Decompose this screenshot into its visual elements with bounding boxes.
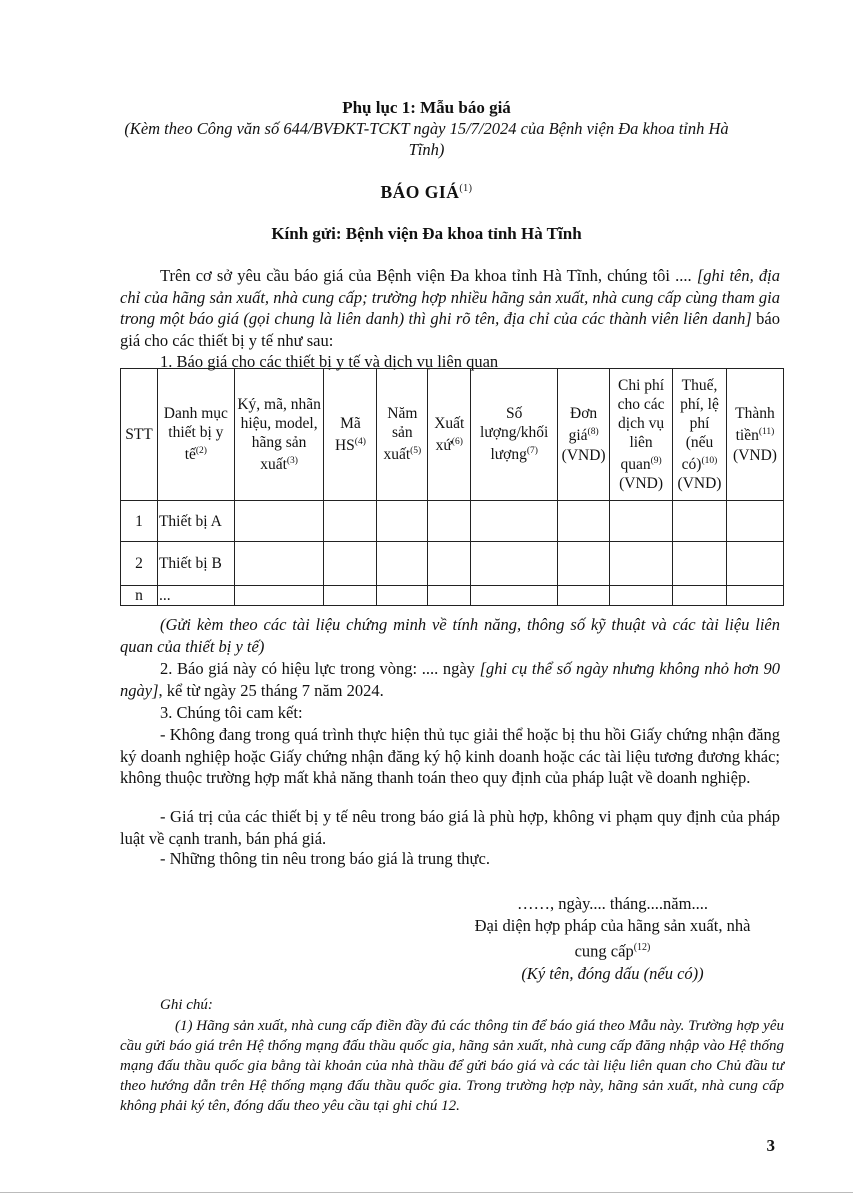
section-1-title: 1. Báo giá cho các thiết bị y tế và dịch vụ liên quan (160, 352, 499, 371)
header-label: Ký, mã, nhãn hiệu, model, hãng sản xuất (237, 395, 321, 474)
empty-cell (471, 542, 558, 586)
intro-text: Trên cơ sở yêu cầu báo giá của Bệnh viện Đa khoa tỉnh Hà Tĩnh, chúng tôi .... (160, 266, 692, 285)
header-total (726, 369, 783, 501)
header-label: Thành tiền (735, 405, 775, 445)
empty-cell (558, 586, 610, 606)
signature-date: ……, ngày.... tháng....năm.... (517, 894, 708, 913)
empty-cell (234, 542, 324, 586)
empty-cell (673, 501, 727, 542)
header-label: Đơn giá (568, 405, 598, 445)
signature-rep-text: cung cấp (574, 941, 634, 961)
row-stt: 1 (121, 501, 158, 542)
validity-text: 2. Báo giá này có hiệu lực trong vòng: .... ngày (160, 659, 480, 678)
header-unit-price (558, 369, 610, 501)
heading-footnote-ref: (1) (459, 183, 473, 195)
signature-representative-2 (440, 937, 785, 963)
header-year (377, 369, 428, 501)
signature-rep-sup: (12) (633, 942, 651, 953)
header-label: Danh mục thiết bị y tế (163, 405, 228, 464)
header-sup: (3) (286, 455, 298, 466)
appendix-title: Phụ lục 1: Mẫu báo giá (342, 98, 511, 117)
header-sup: (9) (650, 455, 662, 466)
header-stt (121, 369, 158, 501)
note-1: (1) Hãng sản xuất, nhà cung cấp điền đầy đủ các thông tin để báo giá theo Mẫu này. Trường hợp yêu cầu gửi báo giá trên Hệ thống mạng đấu thầu quốc gia, hãng sản xuất, nhà cung cấp đăng nhập vào Hệ thống mạng đấu thầu quốc gia bằng tài khoản của nhà thầu để gửi báo giá và các tài liệu liên quan cho Chủ đầu tư theo hướng dẫn trên Hệ thống mạng đấu thầu quốc gia. Trong trường hợp này, hãng sản xuất, nhà cung cấp không phải ký tên, đóng dấu theo yêu cầu tại ghi chú 12. (120, 1018, 784, 1114)
table-header-row (121, 369, 784, 501)
header-label: Năm sản xuất (383, 405, 418, 464)
header-quantity (471, 369, 558, 501)
empty-cell (610, 586, 673, 606)
validity-paragraph (120, 658, 780, 701)
attachment-note: (Gửi kèm theo các tài liệu chứng minh về tính năng, thông số kỹ thuật và các tài liệu liên quan của thiết bị y tế) (120, 615, 780, 656)
heading-text: BÁO GIÁ (380, 182, 460, 202)
empty-cell (610, 542, 673, 586)
intro-paragraph (120, 265, 780, 351)
signature-instruction: (Ký tên, đóng dấu (nếu có)) (521, 963, 704, 983)
header-label: Chi phí cho các dịch vụ liên quan (617, 376, 665, 474)
header-service-cost (610, 369, 673, 501)
quotation-table (120, 368, 784, 606)
validity-placeholder: [ghi cụ thể số ngày nhưng không nhỏ hơn 90 ngày] (120, 659, 780, 700)
row-device-name: Thiết bị A (157, 501, 234, 542)
row-device-name: ... (157, 586, 234, 606)
header-sup: (6) (451, 436, 463, 447)
header-sup: (4) (354, 436, 366, 447)
header-tax (673, 369, 727, 501)
empty-cell (428, 542, 471, 586)
header-sup: (7) (526, 446, 538, 457)
header-unit: (VND) (677, 475, 722, 493)
header-label: Thuế, phí, lệ phí (nếu có) (680, 376, 719, 474)
document-heading (100, 182, 753, 203)
empty-cell (726, 586, 783, 606)
header-label: Xuất xứ (434, 414, 465, 455)
header-label: Số lượng/khối lượng (480, 405, 549, 464)
recipient-line: Kính gửi: Bệnh viện Đa khoa tỉnh Hà Tĩnh (271, 224, 582, 243)
scan-edge-divider (0, 1192, 853, 1193)
commitment-3: - Những thông tin nêu trong báo giá là trung thực. (160, 849, 490, 868)
header-label: Mã HS (334, 414, 361, 455)
header-origin (428, 369, 471, 501)
empty-cell (377, 586, 428, 606)
empty-cell (324, 501, 377, 542)
header-unit: (VND) (619, 475, 664, 493)
empty-cell (471, 501, 558, 542)
empty-cell (726, 542, 783, 586)
row-device-name: Thiết bị B (157, 542, 234, 586)
header-sup: (5) (410, 446, 422, 457)
header-sup: (2) (195, 446, 207, 457)
row-stt: 2 (121, 542, 158, 586)
row-stt: n (121, 586, 158, 606)
intro-end: báo giá cho các thiết bị y tế như sau: (120, 309, 780, 350)
empty-cell (234, 501, 324, 542)
empty-cell (377, 501, 428, 542)
header-sup: (11) (758, 427, 775, 438)
empty-cell (234, 586, 324, 606)
appendix-subtitle: (Kèm theo Công văn số 644/BVĐKT-TCKT ngày 15/7/2024 của Bệnh viện Đa khoa tỉnh Hà Tĩnh) (124, 119, 729, 159)
header-device-list (157, 369, 234, 501)
empty-cell (673, 586, 727, 606)
signature-representative: Đại diện hợp pháp của hãng sản xuất, nhà (474, 916, 751, 935)
header-label: STT (125, 426, 153, 443)
empty-cell (726, 501, 783, 542)
commitment-2: - Giá trị của các thiết bị y tế nêu trong báo giá là phù hợp, không vi phạm quy định của pháp luật về cạnh tranh, bán phá giá. (120, 807, 780, 848)
empty-cell (471, 586, 558, 606)
empty-cell (558, 542, 610, 586)
header-unit: (VND) (733, 446, 777, 464)
page-number: 3 (766, 1136, 775, 1155)
header-sup: (8) (587, 427, 599, 438)
empty-cell (428, 586, 471, 606)
empty-cell (324, 542, 377, 586)
header-sup: (10) (701, 455, 718, 466)
header-model (234, 369, 324, 501)
empty-cell (558, 501, 610, 542)
empty-cell (324, 586, 377, 606)
empty-cell (428, 501, 471, 542)
commitment-1: - Không đang trong quá trình thực hiện thủ tục giải thể hoặc bị thu hồi Giấy chứng nhận đăng ký doanh nghiệp hoặc Giấy chứng nhận đăng ký hộ kinh doanh hoặc các tài liệu tương đương khác; không thuộc trường hợp mất khả năng thanh toán theo quy định của pháp luật về doanh nghiệp. (120, 725, 780, 787)
validity-date: , kể từ ngày 25 tháng 7 năm 2024. (158, 680, 384, 700)
empty-cell (673, 542, 727, 586)
intro-placeholder: [ghi tên, địa chỉ của hãng sản xuất, nhà cung cấp; trường hợp nhiều hãng sản xuất, nhà cung cấp cùng tham gia trong một báo giá (gọi chung là liên danh) thì ghi rõ tên, địa chỉ của các thành viên liên danh] (120, 266, 780, 328)
header-unit: (VND) (561, 446, 606, 464)
header-hs-code (324, 369, 377, 501)
notes-title: Ghi chú: (160, 997, 213, 1013)
table-row (121, 501, 784, 542)
signature-block (440, 893, 785, 985)
table-row (121, 586, 784, 606)
table-row (121, 542, 784, 586)
empty-cell (610, 501, 673, 542)
empty-cell (377, 542, 428, 586)
commitment-title: 3. Chúng tôi cam kết: (160, 703, 303, 722)
